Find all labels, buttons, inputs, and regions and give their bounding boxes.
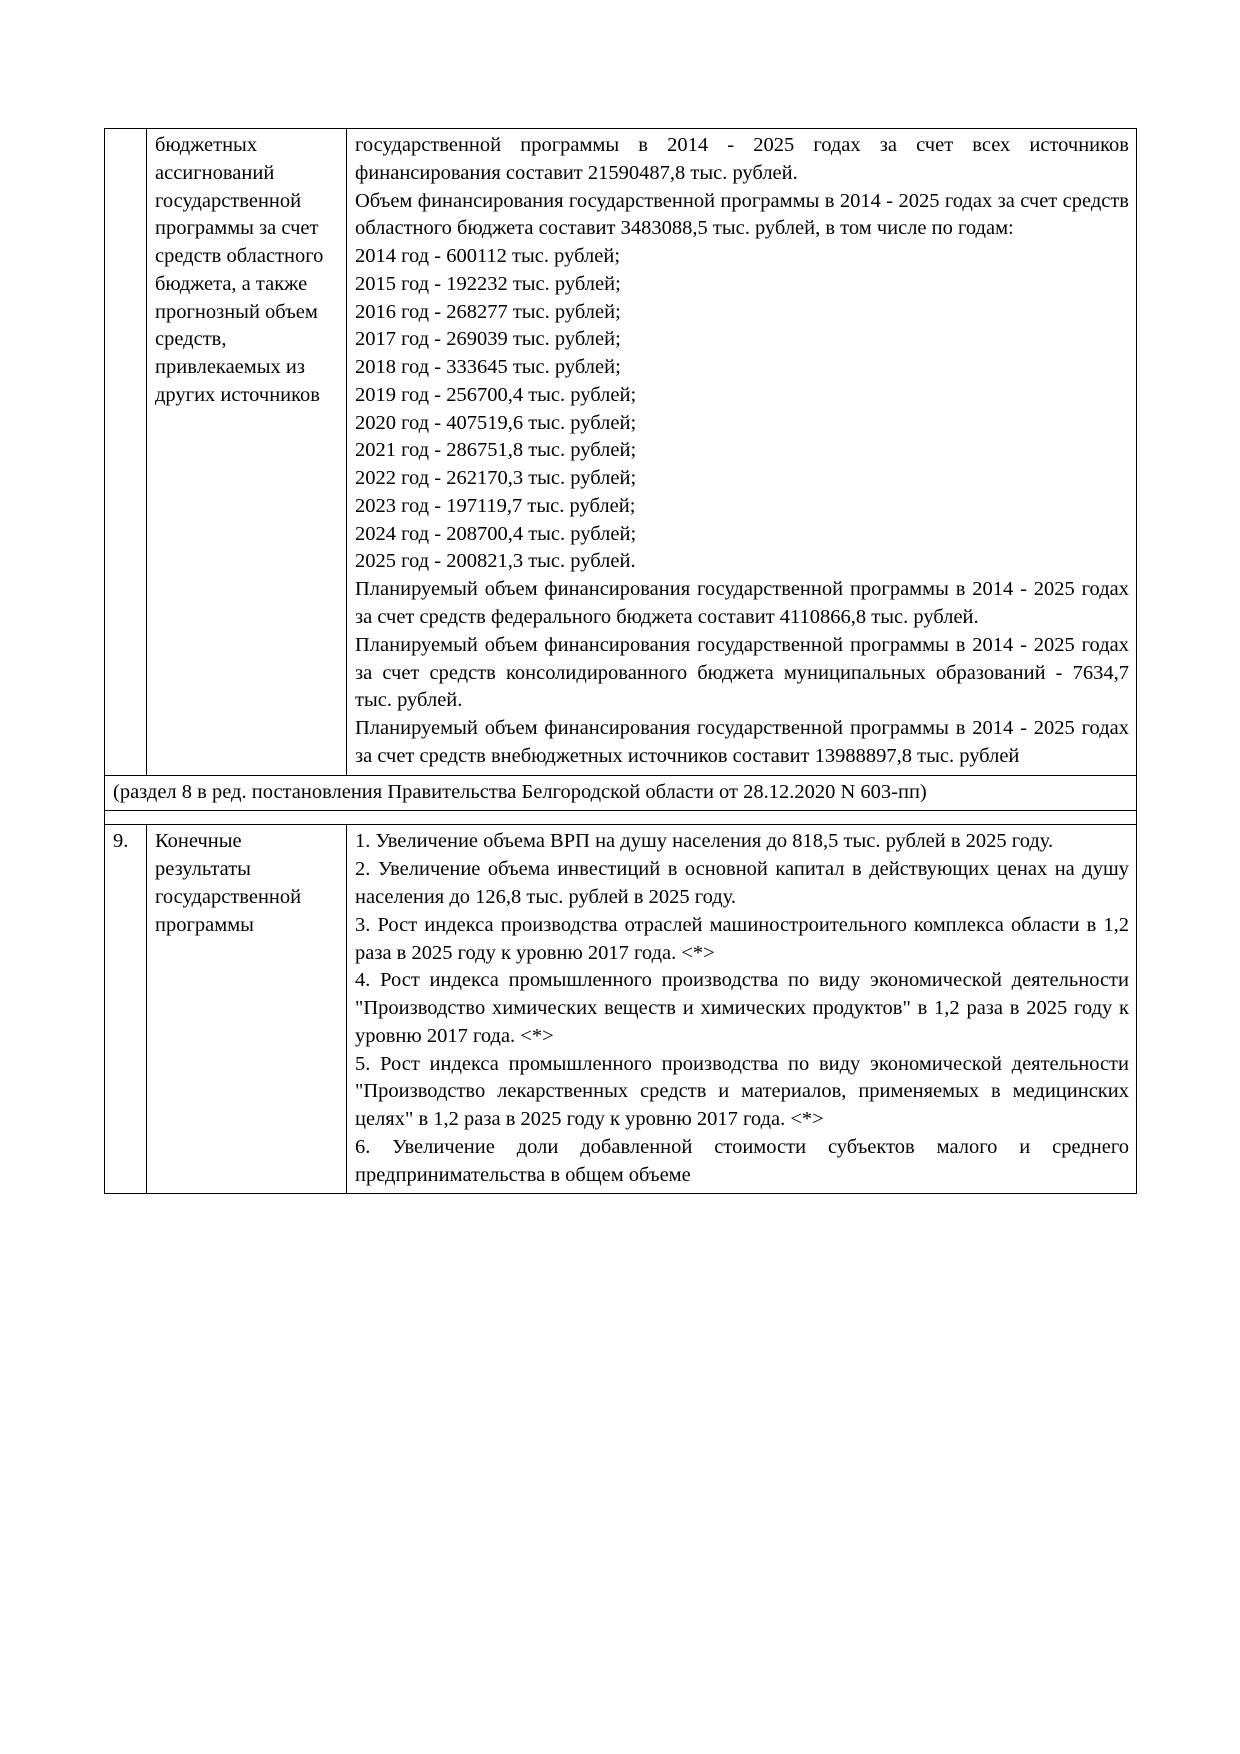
label-line: прогнозный объем bbox=[155, 300, 318, 323]
body-paragraph: 1. Увеличение объема ВРП на душу населения до 818,5 тыс. рублей в 2025 году. bbox=[355, 830, 1054, 853]
label-line: программы bbox=[155, 913, 254, 936]
row-body-cell bbox=[347, 825, 1137, 1194]
body-paragraph: Планируемый объем финансирования государственной программы в 2014 - 2025 годах за счет средств внебюджетных источников составит 13988897,8 тыс. рублей bbox=[355, 717, 1129, 767]
row-number-cell bbox=[105, 825, 147, 1194]
body-paragraph: 2016 год - 268277 тыс. рублей; bbox=[355, 300, 621, 323]
body-paragraph: 2. Увеличение объема инвестиций в основной капитал в действующих ценах на душу населения до 126,8 тыс. рублей в 2025 году. bbox=[355, 858, 1129, 909]
body-paragraph: Планируемый объем финансирования государственной программы в 2014 - 2025 годах за счет средств консолидированного бюджета муниципальных образований - 7634,7 тыс. рублей. bbox=[355, 633, 1129, 712]
label-line: привлекаемых из bbox=[155, 356, 305, 379]
label-line: средств, bbox=[155, 328, 227, 351]
body-paragraph: 2020 год - 407519,6 тыс. рублей; bbox=[355, 411, 637, 434]
label-line: бюджетных bbox=[155, 134, 258, 156]
label-line: результаты bbox=[155, 858, 251, 881]
body-paragraph: 6. Увеличение доли добавленной стоимости субъектов малого и среднего предпринимательства в общем объеме bbox=[355, 1135, 1129, 1186]
parameters-table bbox=[104, 128, 1137, 1194]
table-spacer bbox=[105, 811, 1137, 825]
body-paragraph: 3. Рост индекса производства отраслей машиностроительного комплекса области в 1,2 раза в 2025 году к уровню 2017 года. <*> bbox=[355, 913, 1129, 964]
body-paragraph: 2022 год - 262170,3 тыс. рублей; bbox=[355, 467, 637, 490]
body-paragraph: 4. Рост индекса промышленного производства по виду экономической деятельности "Производство химических веществ и химических продуктов" в 1,2 раза в 2025 году к уровню 2017 года. <*> bbox=[355, 969, 1129, 1047]
spacer-cell bbox=[105, 811, 1137, 825]
body-paragraph: 2018 год - 333645 тыс. рублей; bbox=[355, 356, 621, 379]
label-line: других источников bbox=[155, 383, 320, 406]
label-line: государственной bbox=[155, 189, 302, 212]
row-body-cell bbox=[347, 129, 1137, 776]
body-paragraph: 2017 год - 269039 тыс. рублей; bbox=[355, 328, 621, 351]
body-paragraph: Объем финансирования государственной программы в 2014 - 2025 годах за счет средств областного бюджета составит 3483088,5 тыс. рублей, в том числе по годам: bbox=[355, 189, 1129, 240]
label-line: программы за счет bbox=[155, 217, 319, 240]
label-line: средств областного bbox=[155, 245, 324, 268]
body-paragraph: 2025 год - 200821,3 тыс. рублей. bbox=[355, 550, 636, 573]
body-paragraph: 2021 год - 286751,8 тыс. рублей; bbox=[355, 439, 637, 462]
body-paragraph: Планируемый объем финансирования государственной программы в 2014 - 2025 годах за счет средств федерального бюджета составит 4110866,8 тыс. рублей. bbox=[355, 578, 1129, 629]
body-paragraph: 2014 год - 600112 тыс. рублей; bbox=[355, 245, 621, 268]
body-paragraph: 5. Рост индекса промышленного производства по виду экономической деятельности "Производство лекарственных средств и материалов, применяемых в медицинских целях" в 1,2 раза в 2025 году к уровню 2017 года. <*> bbox=[355, 1052, 1129, 1131]
body-paragraph: 2023 год - 197119,7 тыс. рублей; bbox=[355, 494, 636, 517]
amendment-note-text: (раздел 8 в ред. постановления Правительства Белгородской области от 28.12.2020 N 603-пп) bbox=[113, 780, 927, 803]
label-line: бюджета, а также bbox=[155, 272, 308, 295]
body-paragraph: государственной программы в 2014 - 2025 годах за счет всех источников финансирования составит 21590487,8 тыс. рублей. bbox=[355, 134, 1129, 184]
row-number: 9. bbox=[113, 830, 129, 853]
row-number-cell bbox=[105, 129, 147, 776]
label-line: ассигнований bbox=[155, 161, 275, 184]
row-label-cell bbox=[147, 825, 347, 1194]
table-row-note bbox=[105, 775, 1137, 811]
table-row bbox=[105, 825, 1137, 1194]
label-line: государственной bbox=[155, 886, 302, 909]
row-label-cell bbox=[147, 129, 347, 776]
label-line: Конечные bbox=[155, 830, 242, 853]
amendment-note-cell bbox=[105, 775, 1137, 811]
row-label-text bbox=[155, 132, 339, 410]
row-label-text bbox=[155, 828, 339, 939]
table-row bbox=[105, 129, 1137, 776]
body-paragraph: 2024 год - 208700,4 тыс. рублей; bbox=[355, 522, 637, 545]
body-paragraph: 2019 год - 256700,4 тыс. рублей; bbox=[355, 383, 637, 406]
body-paragraph: 2015 год - 192232 тыс. рублей; bbox=[355, 272, 621, 295]
